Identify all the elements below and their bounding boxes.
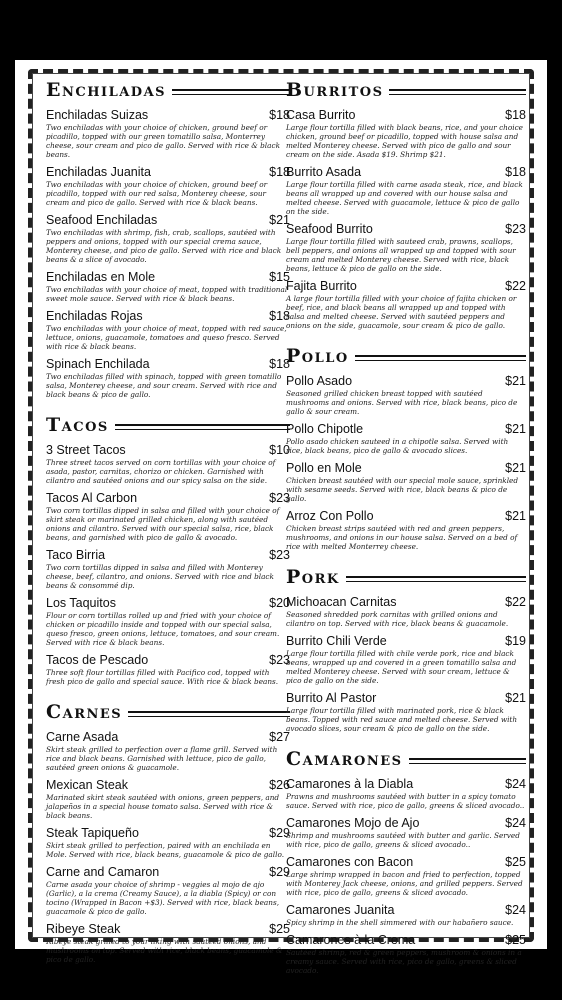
- menu-item-description: Two enchiladas with your choice of chicken, ground beef or picadillo, topped with our red salsa, Monterey cheese, sour cream and pico de gallo. Served with rice & black beans.: [46, 180, 268, 207]
- menu-item-name: Camarones Mojo de Ajo: [286, 816, 420, 830]
- menu-page: [15, 60, 547, 975]
- menu-item-row: [46, 596, 290, 610]
- menu-item: [286, 903, 526, 927]
- menu-item: [286, 108, 526, 159]
- menu-item-row: [286, 165, 526, 179]
- menu-item: [286, 461, 526, 503]
- menu-item-description: Two corn tortillas dipped in salsa and filled with Monterey cheese, beef, cilantro, and onions. Served with rice and black beans & consommé dip.: [46, 563, 274, 590]
- section-rule: [115, 424, 290, 426]
- menu-item-description: Large shrimp wrapped in bacon and fried to perfection, topped with Monterey Jack cheese, onions, and grilled peppers. Served with rice, pico de gallo, greens & sliced avocado.: [286, 870, 523, 897]
- section-rule: [389, 89, 526, 91]
- menu-item: [286, 933, 526, 975]
- left-column: [46, 78, 290, 970]
- menu-item-row: [286, 595, 526, 609]
- menu-item-row: [286, 634, 526, 648]
- menu-item-row: [286, 279, 526, 293]
- menu-item-description: Three soft flour tortillas filled with Pacifico cod, topped with fresh pico de gallo and special sauce. With rice & black beans.: [46, 668, 279, 686]
- menu-item-price: $22: [505, 595, 526, 609]
- menu-item-row: [46, 443, 290, 457]
- menu-item-description: Carne asada your choice of shrimp - veggies al mojo de ajo (Garlic), a la crema (Creamy Sauce), a la diabla (Spicy) or con tocino (Wrapped in Bacon +$3). Served with rice, black beans, guacamole & pico de gallo.: [46, 880, 280, 916]
- menu-item-price: $21: [505, 509, 526, 523]
- menu-item-name: Arroz Con Pollo: [286, 509, 374, 523]
- menu-item-price: $24: [505, 816, 526, 830]
- menu-item-name: Fajita Burrito: [286, 279, 357, 293]
- menu-item-name: Enchiladas Rojas: [46, 309, 143, 323]
- menu-item: [46, 548, 290, 590]
- menu-item-name: Enchiladas Suizas: [46, 108, 149, 122]
- menu-item-price: $18: [269, 165, 290, 179]
- menu-item-price: $18: [505, 108, 526, 122]
- section-title: Carnes: [46, 701, 123, 723]
- menu-item-row: [286, 777, 526, 791]
- menu-item: [286, 279, 526, 330]
- section-spacer: [46, 692, 290, 700]
- menu-item: [46, 491, 290, 542]
- menu-item-name: Tacos Al Carbon: [46, 491, 138, 505]
- menu-item: [286, 165, 526, 216]
- menu-item-price: $21: [505, 374, 526, 388]
- menu-item-row: [46, 270, 290, 284]
- menu-item-price: $19: [505, 634, 526, 648]
- menu-item-row: [286, 509, 526, 523]
- menu-item: [286, 222, 526, 273]
- menu-item-price: $23: [269, 653, 290, 667]
- menu-item-name: Michoacan Carnitas: [286, 595, 397, 609]
- menu-item-row: [46, 826, 290, 840]
- menu-item-price: $21: [269, 213, 290, 227]
- menu-item-row: [46, 922, 290, 936]
- menu-item: [46, 778, 290, 820]
- menu-item-description: Three street tacos served on corn tortillas with your choice of asada, pastor, carnitas, chorizo or chicken. Garnished with cilantro and sautéed onions and our spicy salsa on the side.: [46, 458, 276, 485]
- menu-item: [286, 777, 526, 810]
- section-spacer: [286, 739, 526, 747]
- section-header: [286, 565, 526, 589]
- menu-item-description: Large flour tortilla filled with carne asada steak, rice, and black beans all wrapped up and covered with our house salsa and melted cheese. Served with guacamole, lettuce & pico de gallo on the side.: [286, 180, 523, 216]
- menu-item: [46, 653, 290, 686]
- menu-item: [46, 865, 290, 916]
- menu-item-name: Mexican Steak: [46, 778, 128, 792]
- menu-item-name: Camarones con Bacon: [286, 855, 414, 869]
- section-header: [46, 413, 290, 437]
- menu-item-price: $23: [269, 491, 290, 505]
- menu-item-description: Flour or corn tortillas rolled up and fried with your choice of chicken or picadillo inside and topped with our special salsa, queso fresco, green onions, lettuce, tomatoes, and sour cream. Served with rice & black beans.: [46, 611, 280, 647]
- menu-item-price: $10: [269, 443, 290, 457]
- menu-item-description: Two corn tortillas dipped in salsa and filled with your choice of skirt steak or marinated grilled chicken, along with sautéed onions and cilantro. Served with our special salsa, rice, black beans, and garnished with pico de gallo & avocado.: [46, 506, 280, 542]
- section-rule: [172, 89, 290, 91]
- menu-item: [46, 826, 290, 859]
- menu-item-row: [46, 165, 290, 179]
- menu-item-row: [46, 491, 290, 505]
- menu-item-row: [286, 903, 526, 917]
- menu-item-row: [286, 855, 526, 869]
- menu-item-name: Burrito Al Pastor: [286, 691, 377, 705]
- menu-item: [286, 509, 526, 551]
- menu-item-name: Burrito Chili Verde: [286, 634, 387, 648]
- menu-item-price: $25: [269, 922, 290, 936]
- menu-item-price: $18: [269, 108, 290, 122]
- section-rule: [355, 355, 526, 357]
- menu-item-description: Seasoned grilled chicken breast topped with sautéed mushrooms and onions. Served with rice, black beans, pico de gallo & sour cream.: [286, 389, 518, 416]
- menu-item-name: Los Taquitos: [46, 596, 116, 610]
- menu-item-price: $24: [505, 777, 526, 791]
- section-spacer: [46, 405, 290, 413]
- menu-item: [46, 213, 290, 264]
- menu-item-description: Two enchiladas filled with spinach, topped with green tomatillo salsa, Monterey cheese, and sour cream. Served with rice and black beans & pico de gallo.: [46, 372, 282, 399]
- menu-item-price: $21: [505, 691, 526, 705]
- menu-item-row: [46, 213, 290, 227]
- section-header: [286, 747, 526, 771]
- menu-item-name: Camarones à la Diabla: [286, 777, 414, 791]
- menu-item-price: $22: [505, 279, 526, 293]
- menu-item-description: A large flour tortilla filled with your choice of fajita chicken or beef, rice, and black beans all wrapped up and topped with salsa and melted cheese. Served with sautéed peppers and onions on the side, guacamole, sour cream & pico de gallo.: [286, 294, 517, 330]
- menu-item-row: [46, 309, 290, 323]
- menu-item-price: $21: [505, 461, 526, 475]
- section-header: [286, 344, 526, 368]
- menu-item-description: Seasoned shredded pork carnitas with grilled onions and cilantro on top. Served with rice, black beans & guacamole.: [286, 610, 509, 628]
- menu-item-description: Skirt steak grilled to perfection, paired with an enchilada en Mole. Served with rice, black beans, guacamole & pico de gallo.: [46, 841, 285, 859]
- menu-item: [46, 596, 290, 647]
- menu-item-name: Pollo Asado: [286, 374, 353, 388]
- menu-item-row: [286, 461, 526, 475]
- menu-item-name: Camarones à la Crema: [286, 933, 416, 947]
- menu-item-row: [46, 108, 290, 122]
- section-header: [46, 700, 290, 724]
- menu-item-description: Ribeye steak grilled to your liking with sautéed onions, and mushrooms on top. Served with rice, black beans, guacamole & pico de gallo.: [46, 937, 283, 964]
- menu-item-name: Carne and Camaron: [46, 865, 160, 879]
- menu-item-row: [286, 691, 526, 705]
- menu-item-description: Large flour tortilla filled with black beans, rice, and your choice chicken, ground beef or picadillo, topped with house salsa and melted Monterey cheese. Served with pico de gallo and sour cream on the side. Asada $19. Shrimp $21.: [286, 123, 524, 159]
- section-rule: [346, 576, 526, 578]
- menu-item-name: Tacos de Pescado: [46, 653, 149, 667]
- menu-item-description: Marinated skirt steak sautéed with onions, green peppers, and jalapeños in a special house tomato salsa. Served with rice & black beans.: [46, 793, 280, 820]
- menu-item-price: $24: [505, 903, 526, 917]
- menu-item-name: Enchiladas en Mole: [46, 270, 156, 284]
- section-title: Enchiladas: [46, 79, 167, 101]
- menu-item-row: [286, 222, 526, 236]
- menu-item: [286, 634, 526, 685]
- section-title: Pork: [286, 566, 340, 588]
- menu-item-price: $25: [505, 855, 526, 869]
- menu-item-description: Two enchiladas with your choice of chicken, ground beef or picadillo, topped with our green tomatillo salsa, Monterrey cheese, sour cream and pico de gallo. Served with rice & black beans.: [46, 123, 280, 159]
- menu-item: [286, 595, 526, 628]
- menu-item-row: [46, 778, 290, 792]
- menu-item-description: Two enchiladas with your choice of meat, topped with red sauce, lettuce, onions, guacamole, tomatoes and queso fresco. Served with rice & black beans.: [46, 324, 287, 351]
- menu-item-price: $18: [269, 309, 290, 323]
- section-header: [286, 78, 526, 102]
- menu-item: [46, 309, 290, 351]
- menu-item-name: 3 Street Tacos: [46, 443, 126, 457]
- menu-item: [46, 165, 290, 207]
- menu-item-name: Pollo Chipotle: [286, 422, 364, 436]
- menu-item-description: Chicken breast strips sautéed with red and green peppers, mushrooms, and onions in our house salsa. Served on a bed of rice with melted Monterrey cheese.: [286, 524, 518, 551]
- section-title: Pollo: [286, 345, 349, 367]
- menu-item-name: Seafood Burrito: [286, 222, 373, 236]
- menu-item-price: $18: [505, 165, 526, 179]
- menu-item: [46, 270, 290, 303]
- menu-item-description: Pollo asado chicken sauteed in a chipotle salsa. Served with rice, black beans, pico de gallo & avocado slices.: [286, 437, 509, 455]
- menu-item-name: Seafood Enchiladas: [46, 213, 158, 227]
- menu-item-name: Camarones Juanita: [286, 903, 395, 917]
- menu-item-row: [46, 548, 290, 562]
- menu-item-price: $21: [505, 422, 526, 436]
- menu-item-name: Taco Birria: [46, 548, 106, 562]
- menu-item-price: $15: [269, 270, 290, 284]
- menu-item-name: Pollo en Mole: [286, 461, 362, 475]
- menu-item-description: Sautéed shrimp, red & green peppers, mushroom & onions in a creamy sauce. Served with rice, pico de gallo, greens & sliced avocado.: [286, 948, 522, 975]
- menu-item: [46, 922, 290, 964]
- menu-item-name: Casa Burrito: [286, 108, 356, 122]
- menu-item-price: $23: [269, 548, 290, 562]
- section-rule: [409, 758, 527, 760]
- menu-item-price: $27: [269, 730, 290, 744]
- menu-item-row: [46, 357, 290, 371]
- menu-item-description: Skirt steak grilled to perfection over a flame grill. Served with rice and black beans. Garnished with lettuce, pico de gallo, sautéed green onions & guacamole.: [46, 745, 278, 772]
- menu-item: [46, 108, 290, 159]
- section-title: Tacos: [46, 414, 109, 436]
- menu-item-row: [286, 933, 526, 947]
- menu-item: [46, 357, 290, 399]
- menu-item: [286, 691, 526, 733]
- menu-item-price: $29: [269, 865, 290, 879]
- menu-item-price: $23: [505, 222, 526, 236]
- menu-item-row: [286, 108, 526, 122]
- section-rule: [128, 711, 290, 713]
- menu-item-description: Prawns and mushrooms sautéed with butter in a spicy tomato sauce. Served with rice, pico de gallo, greens & sliced avocado..: [286, 792, 525, 810]
- menu-item-description: Two enchiladas with shrimp, fish, crab, scallops, sautéed with peppers and onions, topped with our special crema sauce, Monterey cheese, and pico de gallo. Served with rice and black beans & a slice of avocado.: [46, 228, 282, 264]
- menu-item-row: [46, 653, 290, 667]
- menu-item-price: $18: [269, 357, 290, 371]
- menu-item-description: Chicken breast sautéed with our special mole sauce, sprinkled with sesame seeds. Served with rice, black beans & pico de gallo.: [286, 476, 519, 503]
- menu-item-name: Spinach Enchilada: [46, 357, 150, 371]
- menu-item-name: Steak Tapiqueño: [46, 826, 139, 840]
- section-spacer: [286, 557, 526, 565]
- menu-item: [46, 730, 290, 772]
- menu-item: [286, 374, 526, 416]
- menu-item-description: Two enchiladas with your choice of meat, topped with traditional sweet mole sauce. Served with rice & black beans.: [46, 285, 288, 303]
- section-spacer: [286, 336, 526, 344]
- menu-item-description: Large flour tortilla filled with marinated pork, rice & black beans. Topped with red sauce and melted cheese. Served with avocado slices, sour cream & pico de gallo on the side.: [286, 706, 518, 733]
- menu-item-row: [286, 422, 526, 436]
- menu-item: [286, 816, 526, 849]
- menu-item: [286, 422, 526, 455]
- menu-item-price: $25: [505, 933, 526, 947]
- right-column: [286, 78, 526, 981]
- menu-item-description: Large flour tortilla filled with chile verde pork, rice and black beans, wrapped up and covered in a green tomatillo salsa and melted Monterey cheese. Served with sour cream, lettuce & pico de gallo on the side.: [286, 649, 517, 685]
- menu-item-description: Shrimp and mushrooms sautéed with butter and garlic. Served with rice, pico de gallo, greens & sliced avocado..: [286, 831, 520, 849]
- menu-item-name: Enchiladas Juanita: [46, 165, 151, 179]
- section-header: [46, 78, 290, 102]
- menu-item-row: [46, 865, 290, 879]
- section-title: Camarones: [286, 748, 403, 770]
- menu-item-name: Carne Asada: [46, 730, 119, 744]
- menu-item-price: $26: [269, 778, 290, 792]
- menu-item-name: Ribeye Steak: [46, 922, 121, 936]
- menu-item-row: [46, 730, 290, 744]
- menu-item-price: $29: [269, 826, 290, 840]
- menu-item-row: [286, 816, 526, 830]
- menu-item: [46, 443, 290, 485]
- menu-item: [286, 855, 526, 897]
- menu-item-name: Burrito Asada: [286, 165, 362, 179]
- menu-item-description: Large flour tortilla filled with sauteed crab, prawns, scallops, bell peppers, and onions all wrapped up and topped with sour cream and melted Monterey cheese. Served with rice, black beans, lettuce & pico de gallo on the side.: [286, 237, 516, 273]
- menu-item-row: [286, 374, 526, 388]
- menu-item-price: $20: [269, 596, 290, 610]
- section-title: Burritos: [286, 79, 384, 101]
- menu-item-description: Spicy shrimp in the shell simmered with our habañero sauce.: [286, 918, 514, 927]
